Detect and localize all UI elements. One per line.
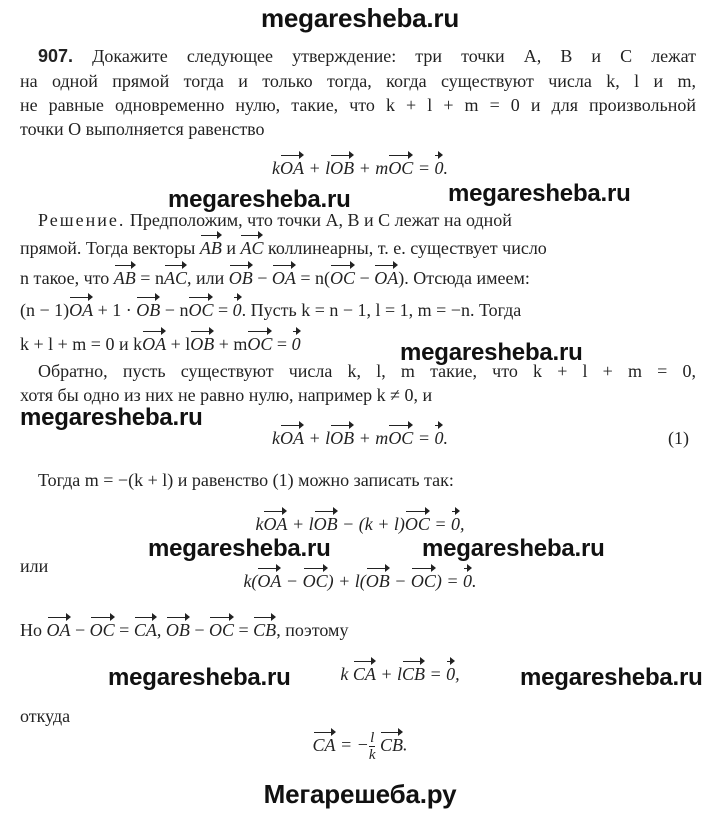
problem-text: Докажите следующее утверждение: три точки A, B и C лежат [92,46,696,66]
watermark: megaresheba.ru [520,664,703,691]
text: (n − 1) [20,300,70,320]
converse-line-1: Обратно, пусть существуют числа k, l, m такие, что k + l + m = 0, [38,361,696,381]
text: = n [140,268,164,288]
solution-text: Предположим, что точки A, B и C лежат на одной [129,210,512,230]
or-line: или [20,556,49,576]
watermark: megaresheba.ru [448,180,631,207]
solution-line-2: прямой. Тогда векторы AB и AC коллинеарны, т. е. существует число [20,238,547,258]
equation-2: kOA + lOB − (k + l)OC = 0, [255,514,465,534]
solution-heading: Решение. [38,210,126,230]
watermark: megaresheba.ru [148,535,331,562]
equation-1: kOA + lOB + mOC = 0. [272,428,448,448]
whence-line: откуда [20,706,71,726]
equation-5: CA = − $\frac{l}{k}$ CB. [312,730,408,763]
problem-line-3: не равные одновременно нулю, такие, что k + l + m = 0 и для произвольной [20,95,696,115]
then-line: Тогда m = −(k + l) и равенство (1) можно записать так: [38,470,454,490]
text: = [276,334,288,354]
text: коллинеарны, т. е. существует число [267,238,547,258]
equation-number: (1) [668,428,689,448]
watermark: megaresheba.ru [400,339,583,366]
footer-title: Мегарешеба.ру [263,779,457,809]
text: прямой. Тогда векторы [20,238,196,258]
text: ). Отсюда имеем: [398,268,530,288]
text: + l [170,334,191,354]
solution-line-3: n такое, что AB = nAC, или OB − OA = n(OC − OA). Отсюда имеем: [20,268,530,288]
problem-line-1 [20,46,696,67]
problem-number: 907. [38,46,74,66]
problem-line-4: точки O выполняется равенство [20,119,265,139]
solution-line-1 [20,210,714,231]
text: − n [164,300,189,320]
but-line: Но OA − OC = CA, OB − OC = CB, поэтому [20,620,349,640]
text: = [217,300,229,320]
equation-4: k CA + lCB = 0, [340,664,460,684]
text: n такое, что [20,268,110,288]
text: = n( [300,268,331,288]
text: и [226,238,236,258]
watermark: megaresheba.ru [20,404,203,431]
watermark: megaresheba.ru [168,186,351,213]
text: , [156,620,162,640]
text: + m [218,334,248,354]
text: , или [186,268,225,288]
text: k + l + m = 0 и k [20,334,143,354]
text: . Пусть k = n − 1, l = 1, m = −n. Тогда [241,300,522,320]
watermark-top: megaresheba.ru [260,3,460,33]
watermark: megaresheba.ru [108,664,291,691]
text: + 1 · [97,300,132,320]
watermark: megaresheba.ru [422,535,605,562]
text: , поэтому [276,620,349,640]
converse-line-2: хотя бы одно из них не равно нулю, например k ≠ 0, и [20,385,433,405]
problem-line-2: на одной прямой тогда и только тогда, когда существуют числа k, l и m, [20,71,696,91]
equation-main: kOA + lOB + mOC = 0. [272,158,448,178]
equation-3: k(OA − OC) + l(OB − OC) = 0. [243,571,477,591]
text: Но [20,620,42,640]
solution-line-4: (n − 1)OA + 1 · OB − nOC = 0. Пусть k = n − 1, l = 1, m = −n. Тогда [20,300,522,320]
solution-line-5: k + l + m = 0 и kOA + lOB + mOC = 0 [20,334,301,354]
